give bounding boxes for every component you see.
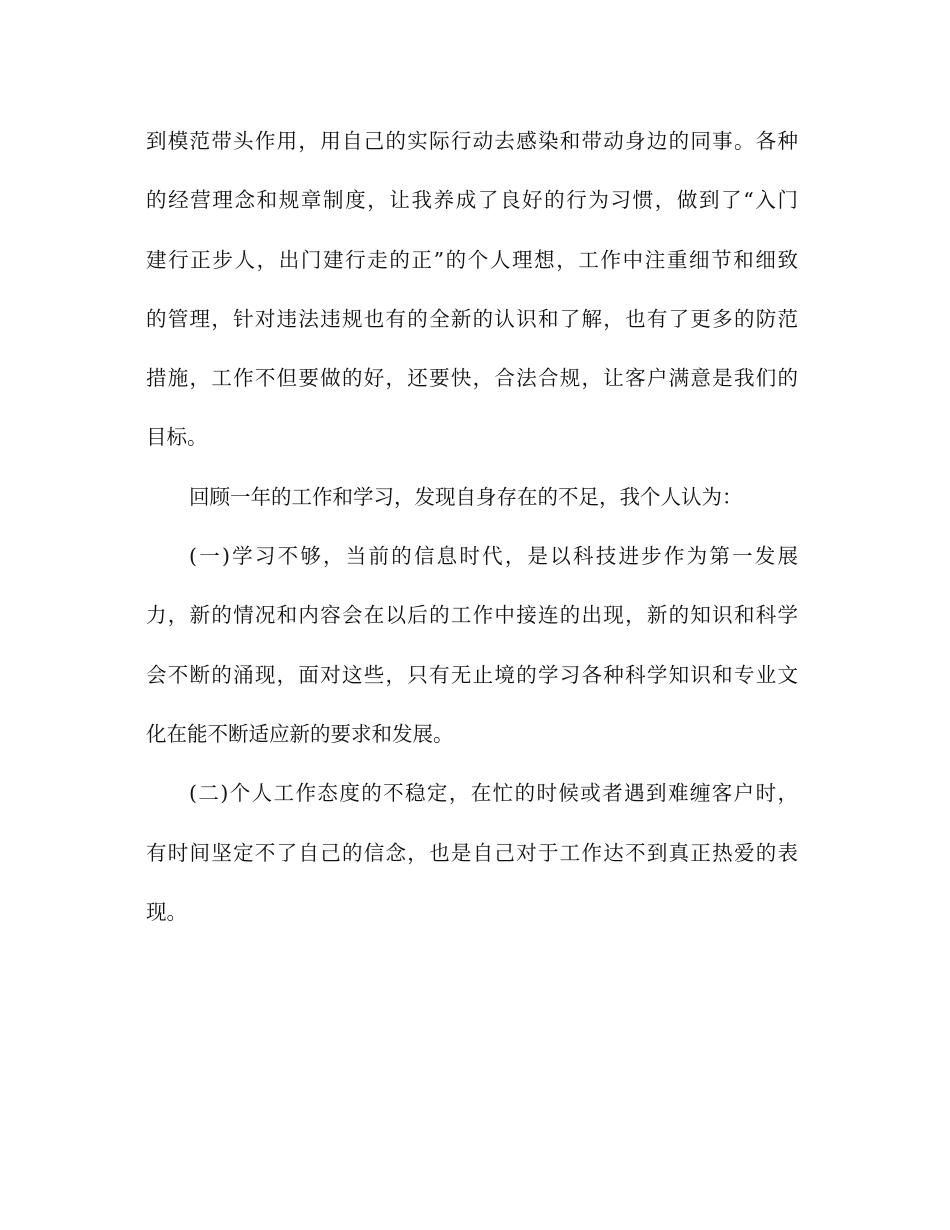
text-line: 化在能不断适应新的要求和发展。 [146, 721, 454, 746]
text-line: 措施，工作不但要做的好，还要快，合法合规，让客户满意是我们的 [146, 366, 798, 391]
text-line: 有时间坚定不了自己的信念，也是自己对于工作达不到真正热爱的表 [146, 840, 798, 865]
text-line: 到模范带头作用，用自己的实际行动去感染和带动身边的同事。各种 [146, 129, 798, 153]
body-text [146, 121, 798, 951]
text-line: (一)学习不够，当前的信息时代，是以科技进步作为第一发展 [189, 544, 798, 569]
text-line: 的经营理念和规章制度，让我养成了良好的行为习惯，做到了“入门 [146, 188, 798, 213]
text-line: 现。 [146, 899, 187, 924]
text-line: 目标。 [146, 425, 208, 450]
text-line: 回顾一年的工作和学习，发现自身存在的不足，我个人认为： [189, 484, 743, 509]
text-line: (二)个人工作态度的不稳定，在忙的时候或者遇到难缠客户时， [189, 781, 798, 806]
text-line: 会不断的涌现，面对这些，只有无止境的学习各种科学知识和专业文 [146, 662, 798, 687]
text-line: 建行正步人，出门建行走的正”的个人理想，工作中注重细节和细致 [146, 247, 798, 272]
text-line: 力，新的情况和内容会在以后的工作中接连的出现，新的知识和科学 [146, 603, 798, 628]
text-line: 的管理，针对违法违规也有的全新的认识和了解，也有了更多的防范 [146, 306, 798, 331]
